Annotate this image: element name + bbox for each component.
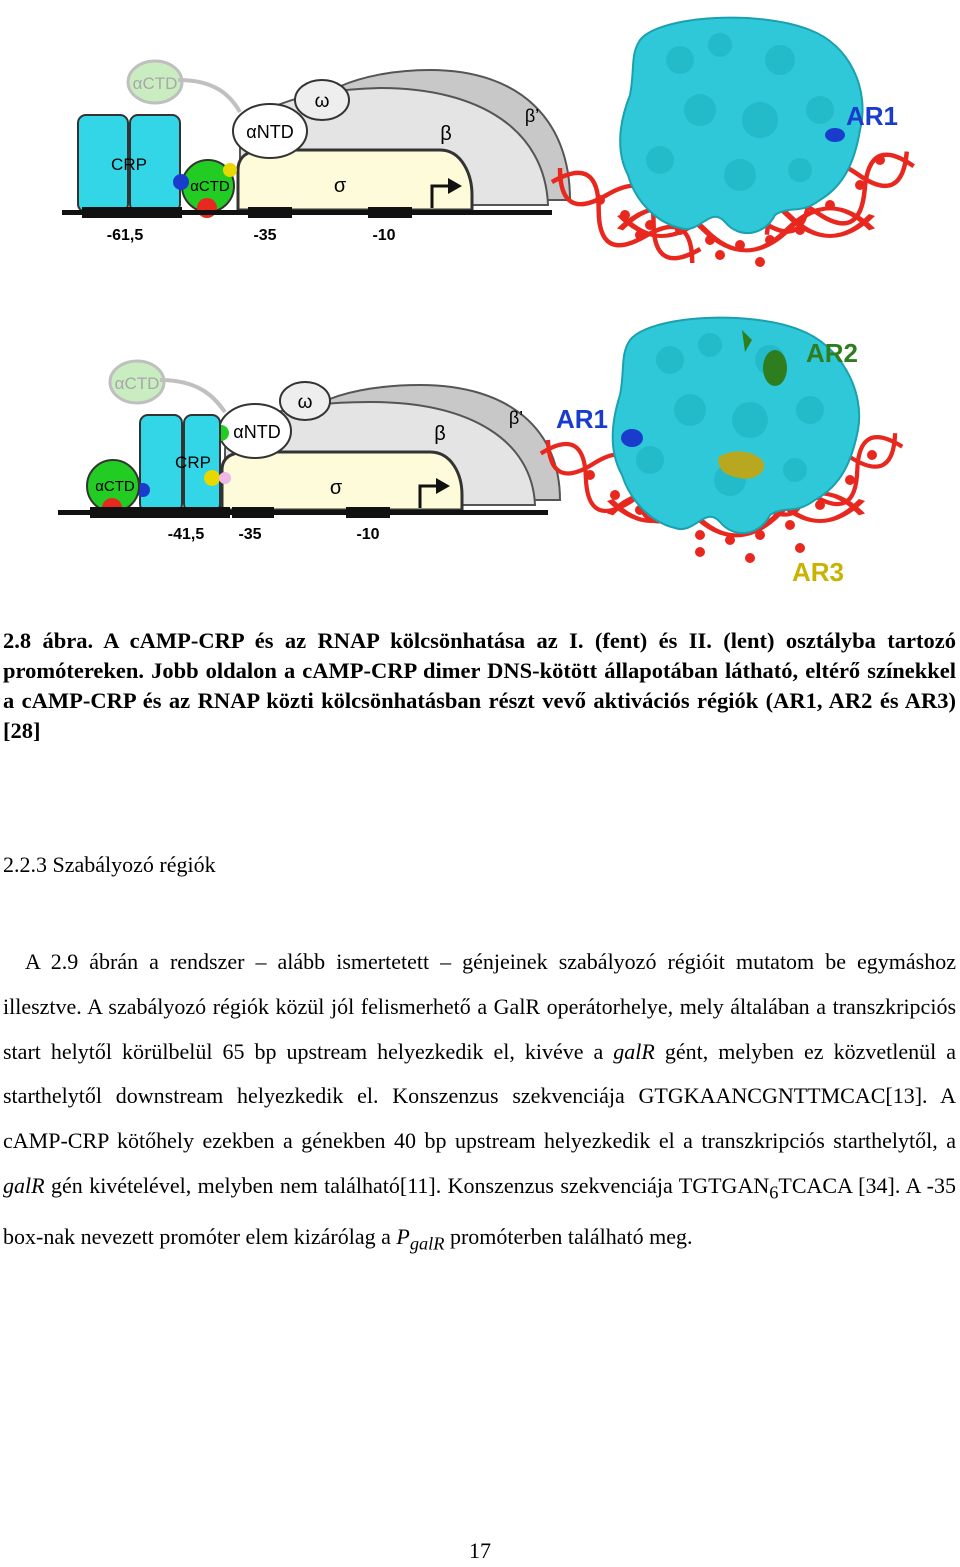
label-sigma: σ bbox=[333, 175, 347, 197]
gene-name: galR bbox=[613, 1038, 655, 1064]
promoter-name: P bbox=[396, 1224, 410, 1250]
label-crp: CRP bbox=[175, 453, 211, 472]
gene-name: galR bbox=[3, 1172, 45, 1198]
label-omega: ω bbox=[314, 91, 330, 112]
label-alpha-ntd: αNTD bbox=[246, 122, 294, 142]
ar2-patch bbox=[763, 350, 787, 386]
label-beta-prime: β’ bbox=[508, 408, 524, 428]
page-number: 17 bbox=[469, 1538, 491, 1563]
label-ar1: AR1 bbox=[846, 101, 899, 131]
sigma-subunit bbox=[238, 150, 472, 210]
label-ar2: AR2 bbox=[806, 338, 859, 368]
ar1-patch bbox=[825, 128, 845, 142]
bottom-schematic bbox=[58, 361, 560, 543]
figure-2-8 bbox=[0, 0, 960, 600]
label-beta-prime: β’ bbox=[524, 106, 540, 126]
position-label: -35 bbox=[238, 526, 262, 543]
body-paragraph: A 2.9 ábrán a rendszer – alább ismertetett – génjeinek szabályozó régióit mutatom be egymáshoz illesztve. A szabályozó régiók közül jól felismerhető a GalR operátorhelye, mely általában a transzkripciós start helytől körülbelül 65 bp upstream helyezkedik el, kivéve a galR gént, melyben ez közvetlenül a starthelytől downstream helyezkedik el. Konszenzus szekvenciája GTGKAANCGNTTMCAC[13]. A cAMP-CRP kötőhely ezekben a génekben 40 bp upstream helyezkedik el a transzkripciós starthelytől, a galR gén kivételével, melyben nem található[11]. Konszenzus szekvenciája $TGTGAN_6TCACA$ [34]. A -35 box-nak nevezett promóter elem kizárólag a $P_{galR}$ promóterben található meg. bbox=[3, 949, 956, 1254]
figure-caption: 2.8 ábra. A cAMP-CRP és az RNAP kölcsönhatása az I. (fent) és II. (lent) osztályba tartozó promótereken. Jobb oldalon a cAMP-CRP dimer DNS-kötött állapotában látható, eltérő színekkel a cAMP-CRP és az RNAP közti kölcsönhatásban részt vevő aktivációs régiók (AR1, AR2 és AR3) [28] bbox=[3, 628, 956, 743]
label-ar3: AR3 bbox=[792, 557, 845, 587]
label-ar1: AR1 bbox=[556, 404, 609, 434]
section-heading: 2.2.3 Szabályozó régiók bbox=[3, 852, 216, 877]
label-crp: CRP bbox=[111, 155, 147, 174]
label-alpha-ctd-faded: αCTD bbox=[132, 74, 178, 93]
label-alpha-ntd: αNTD bbox=[233, 422, 281, 442]
label-beta: β bbox=[434, 423, 446, 445]
bottom-crp-dna-structure bbox=[530, 318, 912, 587]
top-crp-dna-structure bbox=[540, 18, 924, 284]
label-sigma: σ bbox=[329, 477, 343, 499]
ar1-patch bbox=[621, 429, 643, 447]
label-alpha-ctd-bound: αCTD bbox=[190, 178, 230, 195]
position-label: -41,5 bbox=[167, 526, 205, 543]
position-label: -35 bbox=[253, 227, 277, 244]
top-schematic bbox=[62, 61, 570, 244]
position-label: -10 bbox=[372, 227, 396, 244]
label-alpha-ctd-faded: αCTD bbox=[114, 374, 160, 393]
position-label: -61,5 bbox=[106, 227, 144, 244]
crp-surface bbox=[620, 18, 862, 233]
label-omega: ω bbox=[297, 392, 313, 413]
label-beta: β bbox=[440, 123, 452, 145]
position-label: -10 bbox=[356, 526, 380, 543]
label-alpha-ctd-bound: αCTD bbox=[95, 478, 135, 495]
